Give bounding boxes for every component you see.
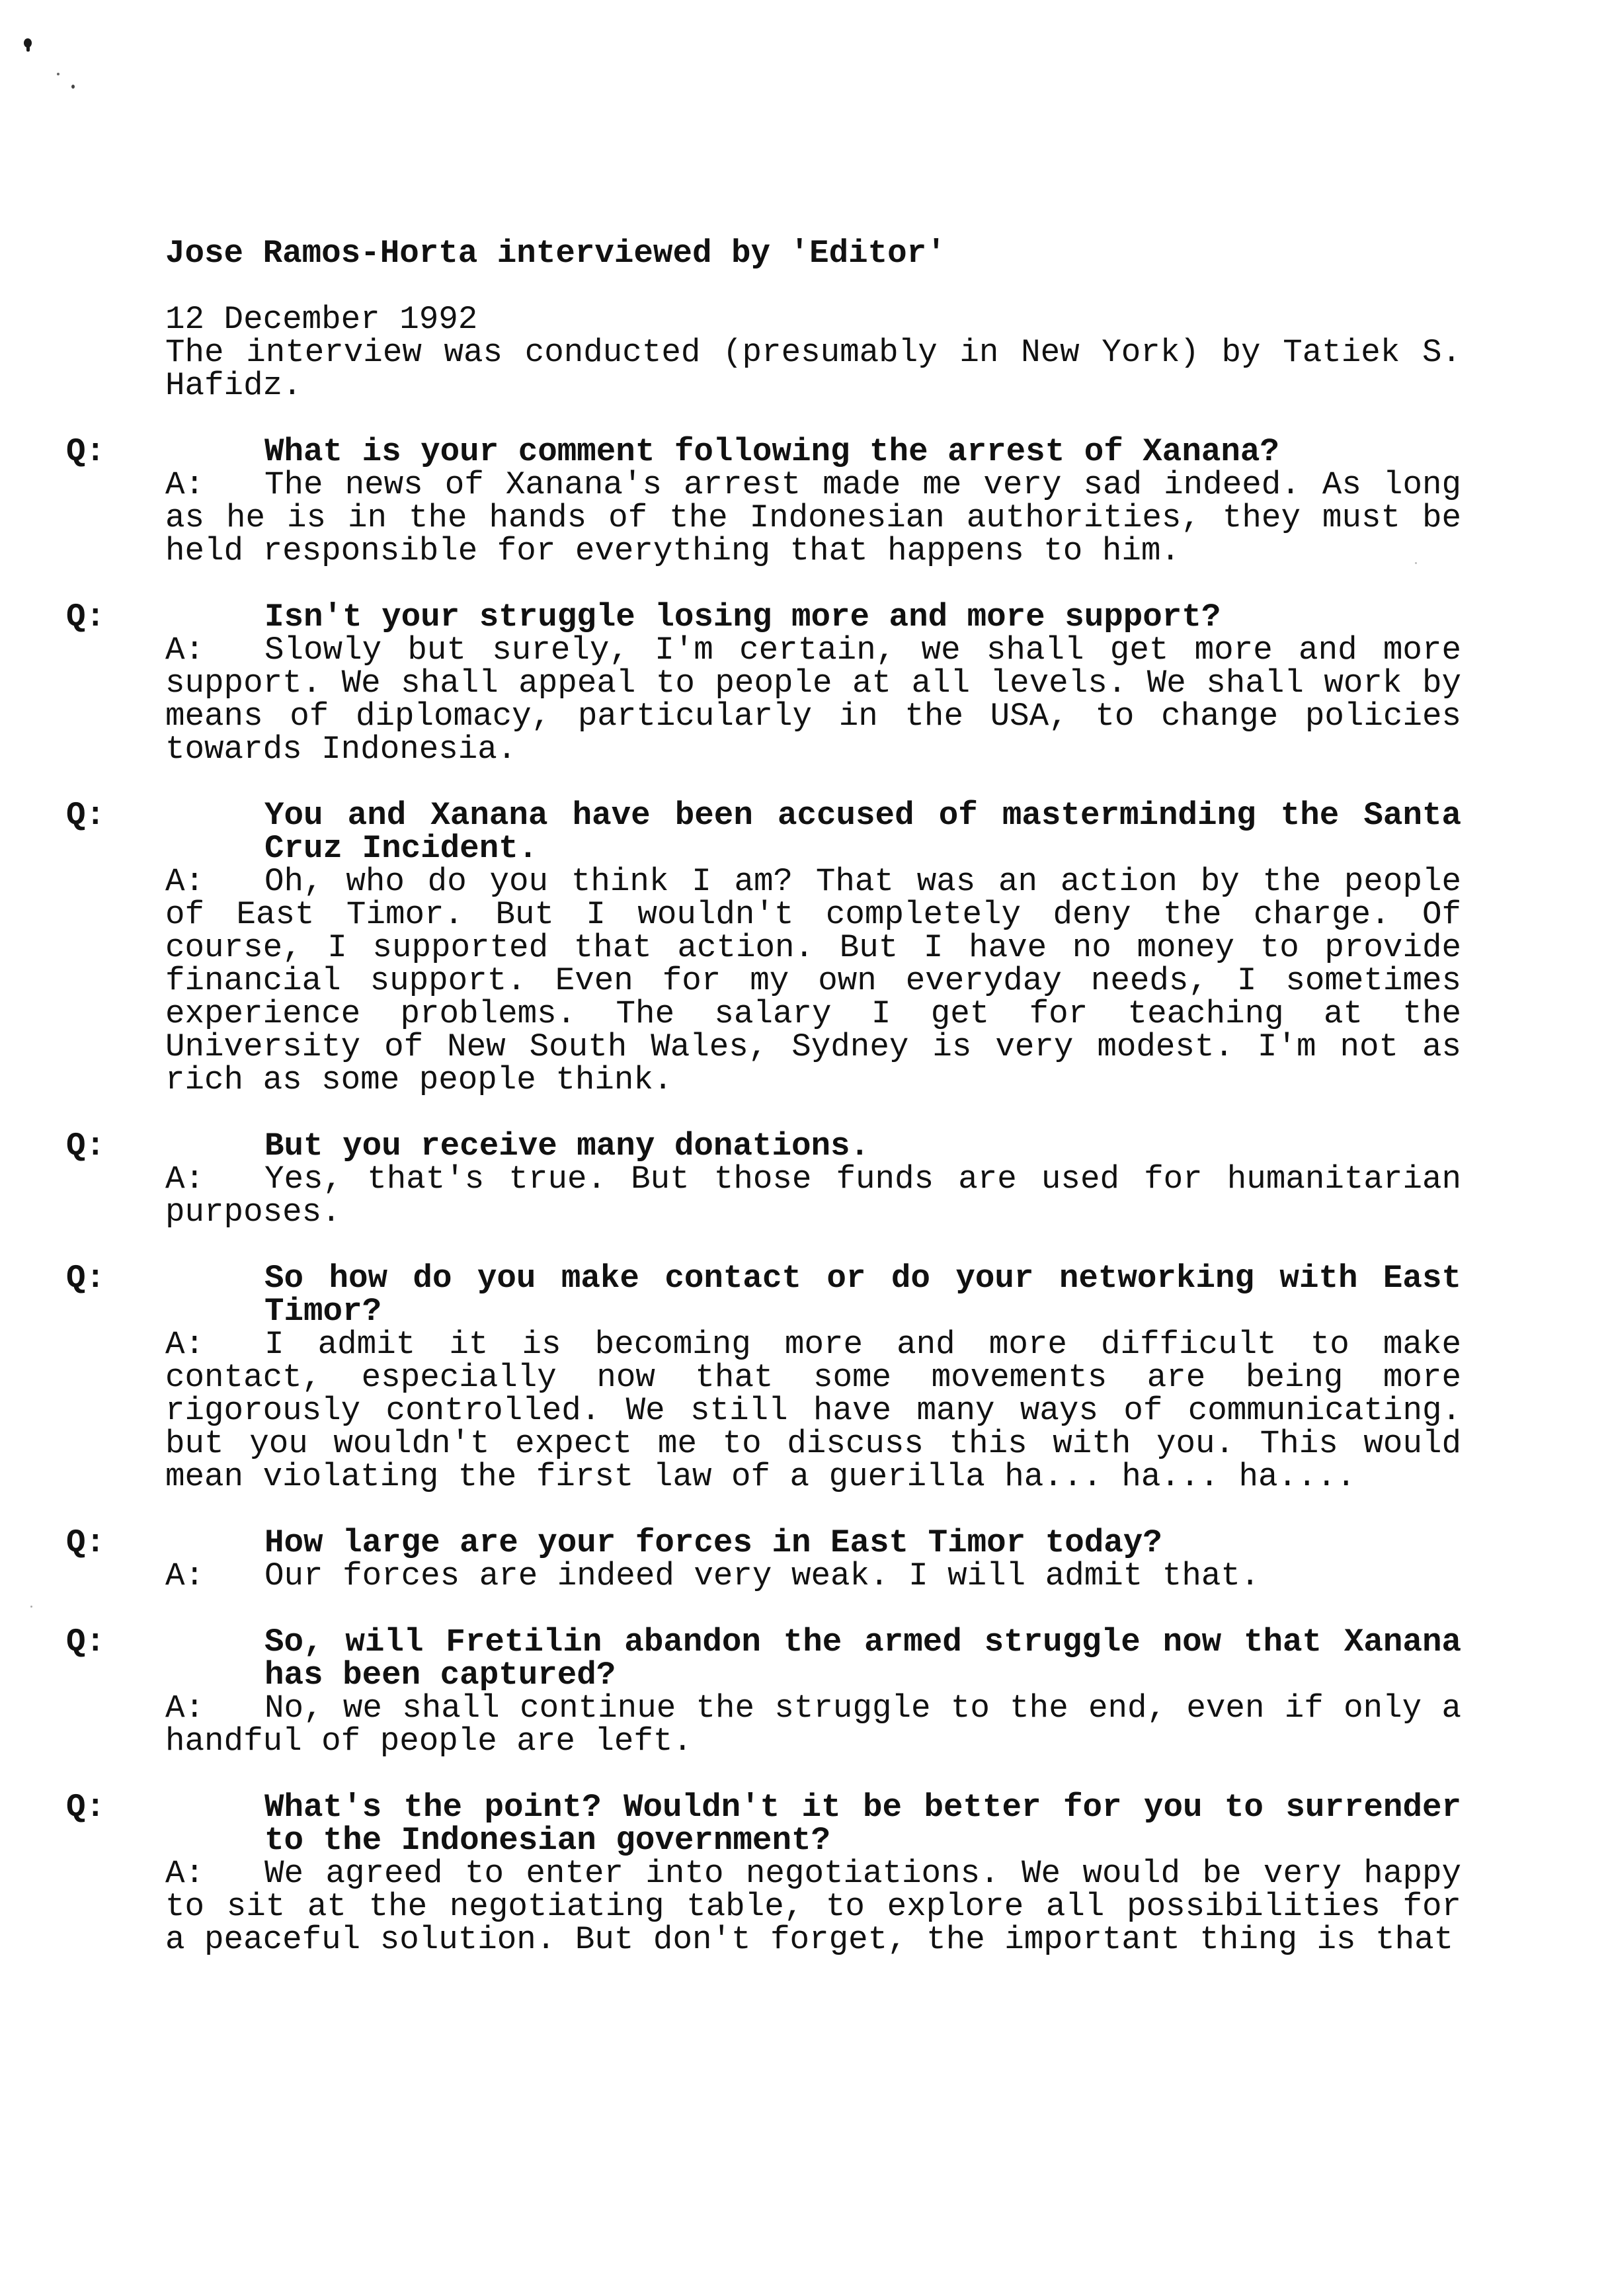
ink-speck: [71, 85, 75, 89]
question-text: How large are your forces in East Timor today?: [264, 1524, 1162, 1561]
document-title: Jose Ramos-Horta interviewed by 'Editor': [165, 235, 946, 272]
answer-label: A:: [165, 1326, 205, 1363]
question-text: So how do you make contact or do your networking with East Timor?: [264, 1260, 1461, 1330]
question-label: Q:: [66, 433, 106, 470]
answer-text: Our forces are indeed very weak. I will admit that.: [264, 1557, 1260, 1594]
question-text: You and Xanana have been accused of masterminding the Santa Cruz Incident.: [264, 797, 1461, 867]
question-label: Q:: [66, 1524, 106, 1561]
question-label: Q:: [66, 1623, 106, 1660]
answer-label: A:: [165, 632, 205, 669]
answer-label: A:: [165, 466, 205, 503]
ink-speck: [26, 44, 30, 52]
answer-text: The news of Xanana's arrest made me very sad indeed. As long as he is in the hands of the Indonesian authorities, they must be held responsible for everything that happens to him.: [165, 466, 1461, 569]
question: [66, 1789, 1461, 1859]
answer-label: A:: [165, 1855, 205, 1892]
answer-text: I admit it is becoming more and more difficult to make contact, especially now that some movements are being more rigorously controlled. We still have many ways of communicating. but you wouldn't expect me to discuss this with you. This would mean violating the first law of a guerilla ha... ha... ha....: [165, 1326, 1461, 1495]
qa-block: [66, 598, 1461, 768]
qa-block: [66, 433, 1461, 569]
qa-block: [66, 1128, 1461, 1231]
answer-text: Slowly but surely, I'm certain, we shall get more and more support. We shall appeal to people at all levels. We shall work by means of diplomacy, particularly in the USA, to change policies towards Indonesia.: [165, 632, 1461, 768]
qa-block: [66, 1260, 1461, 1495]
answer: [165, 865, 1461, 1096]
qa-block: [66, 1623, 1461, 1760]
question-label: Q:: [66, 797, 106, 834]
answer-label: A:: [165, 1161, 205, 1198]
question-label: Q:: [66, 1789, 106, 1826]
answer: [165, 1692, 1461, 1758]
document-intro: The interview was conducted (presumably in New York) by Tatiek S. Hafidz.: [165, 334, 1461, 404]
question: [66, 598, 1461, 636]
answer: [165, 1559, 1461, 1592]
question: [66, 1260, 1461, 1330]
answer: [165, 468, 1461, 567]
qa-block: [66, 1789, 1461, 1958]
question-text: Isn't your struggle losing more and more support?: [264, 598, 1221, 636]
question-text: What is your comment following the arrest of Xanana?: [264, 433, 1279, 470]
answer: [165, 634, 1461, 766]
question-text: So, will Fretilin abandon the armed struggle now that Xanana has been captured?: [264, 1623, 1461, 1694]
document-date: 12 December 1992: [165, 301, 478, 338]
answer-text: Yes, that's true. But those funds are used for humanitarian purposes.: [165, 1161, 1461, 1231]
answer: [165, 1328, 1461, 1493]
qa-block: [66, 797, 1461, 1098]
answer-label: A:: [165, 1690, 205, 1727]
question-text: What's the point? Wouldn't it be better for you to surrender to the Indonesian government?: [264, 1789, 1461, 1859]
answer-label: A:: [165, 1557, 205, 1594]
answer-label: A:: [165, 863, 205, 900]
question: [66, 1524, 1461, 1561]
question: [66, 433, 1461, 470]
question-label: Q:: [66, 598, 106, 636]
ink-speck: [30, 1606, 32, 1608]
document-body: [66, 235, 1461, 1958]
answer-text: Oh, who do you think I am? That was an action by the people of East Timor. But I wouldn't completely deny the charge. Of course, I supported that action. But I have no money to provide financial support. Even for my own everyday needs, I sometimes experience problems. The salary I get for teaching at the University of New South Wales, Sydney is very modest. I'm not as rich as some people think.: [165, 863, 1461, 1098]
question: [66, 1623, 1461, 1694]
question-label: Q:: [66, 1260, 106, 1297]
answer-text: No, we shall continue the struggle to the end, even if only a handful of people are left.: [165, 1690, 1461, 1760]
answer: [165, 1163, 1461, 1229]
question-text: But you receive many donations.: [264, 1128, 870, 1165]
qa-block: [66, 1524, 1461, 1594]
answer-text: We agreed to enter into negotiations. We would be very happy to sit at the negotiating table, to explore all possibilities for a peaceful solution. But don't forget, the important thing is that: [165, 1855, 1461, 1958]
answer: [165, 1857, 1461, 1956]
question: [66, 1128, 1461, 1165]
question-label: Q:: [66, 1128, 106, 1165]
question: [66, 797, 1461, 867]
ink-speck: [57, 73, 60, 75]
